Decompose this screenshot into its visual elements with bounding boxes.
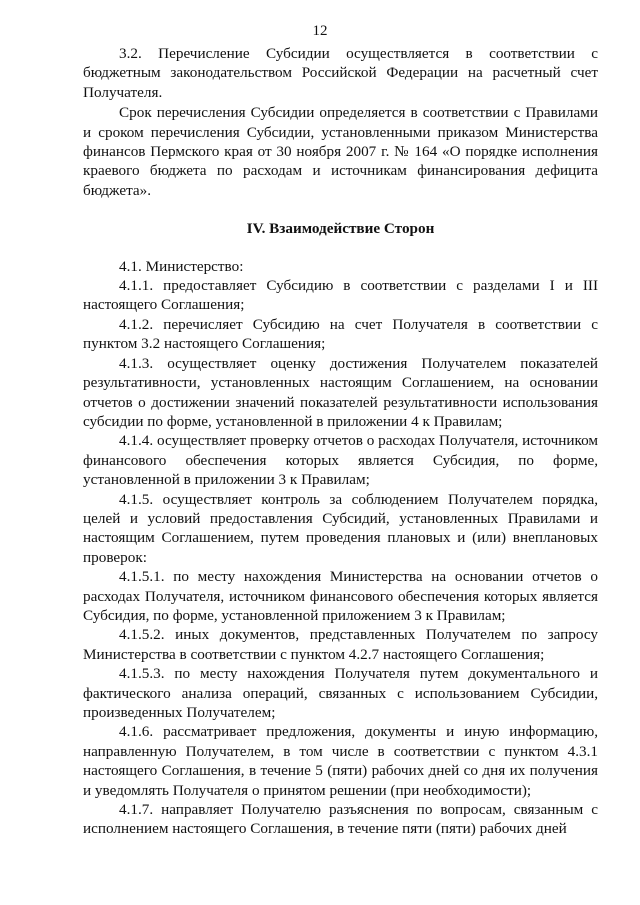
paragraph-4-1-1: 4.1.1. предоставляет Субсидию в соответствии с разделами I и III настоящего Соглашения;: [83, 277, 598, 314]
paragraph-4-1-5: 4.1.5. осуществляет контроль за соблюдением Получателем порядка, целей и условий предоставления Субсидий, установленных Правилами и настоящим Соглашением, путем проведения плановых и (или) внеплановых проверок:: [83, 490, 598, 566]
section-heading: IV. Взаимодействие Сторон: [246, 220, 435, 238]
paragraph-4-1: 4.1. Министерство:: [119, 257, 244, 275]
paragraph-3-2: 3.2. Перечисление Субсидии осуществляется в соответствии с бюджетным законодательством Российской Федерации на расчетный счет Получателя.: [83, 45, 598, 101]
document-body: [83, 44, 598, 839]
paragraph-4-1-5-2: 4.1.5.2. иных документов, представленных Получателем по запросу Министерства в соответствии с пунктом 4.2.7 настоящего Соглашения;: [83, 626, 598, 663]
paragraph-transfer-term: Срок перечисления Субсидии определяется в соответствии с Правилами и сроком перечисления Субсидии, установленными приказом Министерства финансов Пермского края от 30 ноября 2007 г. № 164 «О порядке исполнения краевого бюджета по расходам и источникам финансирования дефицита бюджета».: [83, 104, 598, 199]
paragraph-4-1-2: 4.1.2. перечисляет Субсидию на счет Получателя в соответствии с пунктом 3.2 настоящего Соглашения;: [83, 315, 598, 353]
paragraph-4-1-5-1: 4.1.5.1. по месту нахождения Министерства на основании отчетов о расходах Получателя, источником финансового обеспечения которых является Субсидия, по форме, установленной приложением 3 к Правилам;: [83, 568, 598, 624]
paragraph-4-1-4: 4.1.4. осуществляет проверку отчетов о расходах Получателя, источником финансового обеспечения которых является Субсидия, по форме, установленной в приложении 3 к Правилам;: [83, 432, 598, 489]
paragraph-4-1-5-3: 4.1.5.3. по месту нахождения Получателя путем документального и фактического анализа операций, связанных с использованием Субсидии, произведенных Получателем;: [83, 665, 598, 721]
page-number: 12: [312, 23, 328, 39]
paragraph-4-1-3: 4.1.3. осуществляет оценку достижения Получателем показателей результативности, установленных настоящим Соглашением, на основании отчетов о достижении значений показателей результативности использования субсидии по форме, установленной в приложении 4 к Правилам;: [83, 354, 598, 430]
paragraph-4-1-7: 4.1.7. направляет Получателю разъяснения по вопросам, связанным с исполнением настоящего Соглашения, в течение пяти (пяти) рабочих дней: [83, 801, 598, 838]
paragraph-4-1-6: 4.1.6. рассматривает предложения, документы и иную информацию, направленную Получателем, в том числе в соответствии с пунктом 4.3.1 настоящего Соглашения, в течение 5 (пяти) рабочих дней со дня их получения и уведомлять Получателя о принятом решении (при необходимости);: [83, 723, 598, 799]
